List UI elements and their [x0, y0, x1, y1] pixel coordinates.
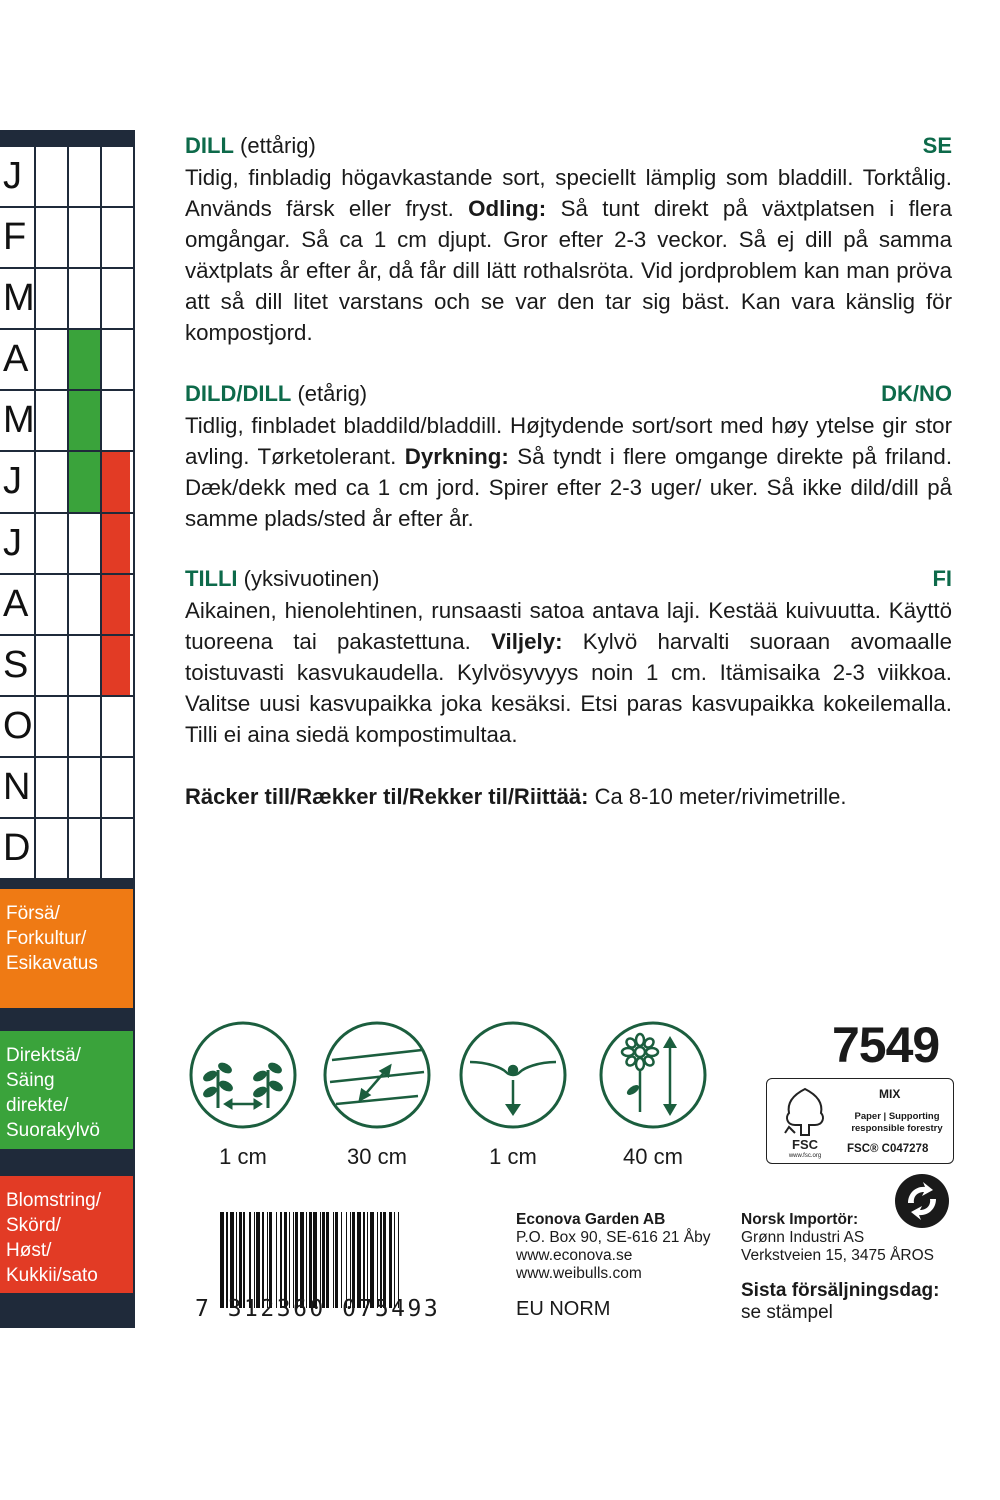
- plant-height-label: 40 cm: [623, 1144, 683, 1169]
- forsa-cell: [36, 208, 69, 267]
- sowing-calendar: [0, 147, 133, 880]
- month-label: M: [0, 391, 36, 450]
- sowing-depth: [458, 1020, 568, 1170]
- month-label: J: [0, 147, 36, 206]
- legend-direkt-line: Direktsä/: [6, 1045, 81, 1066]
- legend-blomstring-line: Kukkii/sato: [6, 1265, 98, 1286]
- coverage-info: [185, 783, 846, 811]
- harvest-cell: [102, 514, 130, 573]
- calendar-month-row: [0, 330, 133, 391]
- forsa-cell: [36, 391, 69, 450]
- sowing-depth-label: 1 cm: [489, 1144, 537, 1169]
- harvest-cell: [102, 269, 130, 328]
- direct-sow-cell: [69, 452, 102, 511]
- plant-height-icon: [598, 1020, 708, 1130]
- barcode: [195, 1212, 473, 1324]
- calendar-month-row: [0, 147, 133, 208]
- fsc-paper: Paper | Supporting responsible forestry: [851, 1111, 943, 1134]
- month-label: N: [0, 758, 36, 817]
- harvest-cell: [102, 330, 130, 389]
- month-label: J: [0, 452, 36, 511]
- body-text: Så tunt direkt på växtplatsen i flera omgångar. Så ca 1 cm djupt. Gror efter 2-3 veckor. Så ej dill på samma växtplats år efter år, då får dill lätt rothalsröta. Vid jordproblem kan man pröva att så dill litet varstans och se var den tar sig bäst. Kan vara känslig för kompostjord.: [185, 196, 952, 345]
- harvest-cell: [102, 575, 130, 634]
- direct-sow-cell: [69, 758, 102, 817]
- importer-name: Grønn Industri AS: [741, 1229, 865, 1246]
- last-sale-label: Sista försäljningsdag:: [741, 1280, 940, 1301]
- calendar-month-row: [0, 452, 133, 513]
- section-subtitle: (yksivuotinen): [243, 566, 380, 591]
- forsa-cell: [36, 758, 69, 817]
- fsc-label: [766, 1078, 954, 1164]
- section-subtitle: (ettårig): [240, 133, 316, 158]
- body-text: Tidig, finbladig högavkastande sort, speciellt lämplig som bladdill. Torktålig. Används färsk eller fryst.: [185, 165, 952, 221]
- section-header: [185, 133, 952, 159]
- month-label: J: [0, 514, 36, 573]
- month-label: F: [0, 208, 36, 267]
- month-label: A: [0, 575, 36, 634]
- harvest-cell: [102, 636, 130, 695]
- calendar-month-row: [0, 208, 133, 269]
- forsa-cell: [36, 697, 69, 756]
- plant-spacing-icon: [188, 1020, 298, 1130]
- legend-direkt-line: Säing: [6, 1070, 55, 1091]
- direct-sow-cell: [69, 391, 102, 450]
- importer-address: Verkstveien 15, 3475 ÅROS: [741, 1247, 935, 1264]
- section-dkno: [185, 381, 952, 534]
- section-header: [185, 566, 952, 592]
- section-title-wrap: [185, 566, 379, 592]
- language-code: FI: [932, 566, 952, 591]
- direct-sow-cell: [69, 697, 102, 756]
- eu-norm: EU NORM: [516, 1298, 611, 1320]
- company-web: www.weibulls.com: [516, 1265, 642, 1282]
- body-text: Kylvö harvalti suoraan avomaalle toistuvasti kasvukaudella. Kylvösyvyys noin 1 cm. Itämisaika 2-3 viikkoa. Valitse uusi kasvupaikka joka kesäksi. Etsi paras kasvupaikka kokeilemalla. Tilli ei aina siedä kompostimultaa.: [185, 629, 952, 747]
- calendar-month-row: [0, 819, 133, 880]
- section-body: [185, 410, 952, 534]
- body-text: Så tyndt i flere omgange direkte på friland. Dæk/dekk med ca 1 cm jord. Spirer efter 2-3 uger/ uker. Så ikke dild/dill på samme plads/sted år efter år.: [185, 444, 953, 531]
- month-label: O: [0, 697, 36, 756]
- product-number: 7549: [832, 1017, 940, 1073]
- fsc-logo-text: FSC: [792, 1137, 818, 1152]
- section-subtitle: (etårig): [297, 381, 368, 406]
- calendar-month-row: [0, 575, 133, 636]
- fsc-code: FSC® C047278: [847, 1143, 929, 1155]
- direct-sow-cell: [69, 147, 102, 206]
- direct-sow-cell: [69, 330, 102, 389]
- section-body: [185, 595, 952, 750]
- section-se: [185, 133, 952, 348]
- last-sale-day: [741, 1280, 939, 1324]
- company-web: www.econova.se: [516, 1247, 633, 1264]
- calendar-month-row: [0, 636, 133, 697]
- barcode-bar: [399, 1212, 402, 1308]
- body-bold: Viljely:: [491, 629, 563, 654]
- sowing-depth-icon: [458, 1020, 568, 1130]
- company-address: P.O. Box 90, SE-616 21 Åby: [516, 1229, 711, 1246]
- harvest-cell: [102, 208, 130, 267]
- legend-blomstring-line: Høst/: [6, 1240, 52, 1261]
- legend-direkt-line: direkte/: [6, 1095, 69, 1116]
- legend-blomstring-line: Blomstring/: [6, 1190, 102, 1211]
- calendar-month-row: [0, 758, 133, 819]
- forsa-cell: [36, 330, 69, 389]
- direct-sow-cell: [69, 208, 102, 267]
- forsa-cell: [36, 452, 69, 511]
- legend-direkt: [0, 1031, 133, 1149]
- forsa-cell: [36, 147, 69, 206]
- section-title: DILD/DILL: [185, 381, 292, 406]
- month-label: S: [0, 636, 36, 695]
- legend-direkt-line: Suorakylvö: [6, 1120, 100, 1141]
- coverage-value: Ca 8-10 meter/rivimetrille.: [588, 784, 847, 809]
- calendar-month-row: [0, 391, 133, 452]
- legend-forsa: [0, 889, 133, 1008]
- direct-sow-cell: [69, 269, 102, 328]
- section-fi: [185, 566, 952, 750]
- section-title: TILLI: [185, 566, 238, 591]
- section-body: [185, 162, 952, 348]
- company-name: Econova Garden AB: [516, 1211, 666, 1228]
- language-code: DK/NO: [881, 381, 952, 406]
- row-spacing-label: 30 cm: [347, 1144, 407, 1169]
- forsa-cell: [36, 819, 69, 878]
- body-text: Aikainen, hienolehtinen, runsaasti satoa antava laji. Kestää kuivuutta. Käyttö tuoreena tai pakastettuna.: [185, 598, 952, 654]
- importer-info: [741, 1211, 934, 1265]
- plant-spacing: [188, 1020, 298, 1170]
- harvest-cell: [102, 391, 130, 450]
- harvest-cell: [102, 758, 130, 817]
- section-title-wrap: [185, 381, 367, 407]
- barcode-number: 7 312360 075493: [195, 1296, 441, 1322]
- coverage-label: Räcker till/Rækker til/Rekker til/Riittää:: [185, 784, 589, 809]
- body-bold: Dyrkning:: [404, 444, 509, 469]
- legend-blomstring-line: Skörd/: [6, 1215, 61, 1236]
- forsa-cell: [36, 575, 69, 634]
- forsa-cell: [36, 514, 69, 573]
- fsc-site: www.fsc.org: [788, 1153, 822, 1159]
- forsa-cell: [36, 636, 69, 695]
- legend-blomstring: [0, 1176, 133, 1293]
- fsc-mix: MIX: [879, 1087, 901, 1101]
- month-label: M: [0, 269, 36, 328]
- fsc-tree-logo-icon: [775, 1085, 835, 1159]
- forsa-cell: [36, 269, 69, 328]
- plant-spacing-label: 1 cm: [219, 1144, 267, 1169]
- harvest-cell: [102, 452, 130, 511]
- legend-forsa-line: Forkultur/: [6, 928, 87, 949]
- row-spacing: [322, 1020, 432, 1170]
- plant-height: [598, 1020, 708, 1170]
- body-text: Tidlig, finbladet bladdild/bladdill. Højtydende sort/sort med høy ytelse gir stor avling. Tørketolerant.: [185, 413, 952, 469]
- month-label: D: [0, 819, 36, 878]
- barcode-bars: [220, 1212, 472, 1308]
- importer-label: Norsk Importör:: [741, 1211, 859, 1228]
- section-title: DILL: [185, 133, 234, 158]
- direct-sow-cell: [69, 514, 102, 573]
- language-code: SE: [922, 133, 952, 158]
- section-title-wrap: [185, 133, 316, 159]
- legend-forsa-line: Esikavatus: [6, 953, 98, 974]
- last-sale-value: se stämpel: [741, 1302, 833, 1323]
- direct-sow-cell: [69, 636, 102, 695]
- calendar-month-row: [0, 514, 133, 575]
- direct-sow-cell: [69, 819, 102, 878]
- month-label: A: [0, 330, 36, 389]
- direct-sow-cell: [69, 575, 102, 634]
- company-info: [516, 1211, 710, 1283]
- section-header: [185, 381, 952, 407]
- harvest-cell: [102, 147, 130, 206]
- calendar-month-row: [0, 697, 133, 758]
- legend-forsa-line: Försä/: [6, 903, 60, 924]
- body-bold: Odling:: [468, 196, 547, 221]
- calendar-month-row: [0, 269, 133, 330]
- harvest-cell: [102, 697, 130, 756]
- row-spacing-icon: [322, 1020, 432, 1130]
- harvest-cell: [102, 819, 130, 878]
